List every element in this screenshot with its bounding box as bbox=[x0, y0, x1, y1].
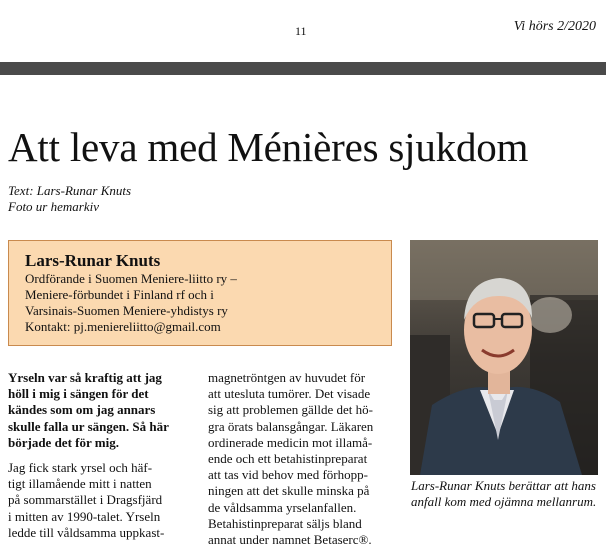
header-bar bbox=[0, 62, 606, 75]
article-column-1 bbox=[8, 370, 192, 541]
text-line: Yrseln var så kraftig att jag bbox=[8, 370, 162, 385]
text-line: i mitten av 1990-talet. Yrseln bbox=[8, 508, 161, 524]
lead-paragraph bbox=[8, 370, 192, 451]
article-title: Att leva med Ménières sjukdom bbox=[8, 124, 529, 170]
text-line: kändes som om jag annars bbox=[8, 402, 156, 418]
infobox-line: Varsinais-Suomen Meniere-yhdistys ry bbox=[25, 303, 228, 318]
text-line: på sommarstället i Dragsfjärd bbox=[8, 492, 163, 508]
text-line: gra örats balansgångar. Läkaren bbox=[208, 418, 374, 434]
text-line: höll i mig i sängen för det bbox=[8, 386, 149, 402]
text-line: magnetröntgen av huvudet för bbox=[208, 370, 366, 385]
author-photo bbox=[410, 240, 598, 475]
article-column-2 bbox=[208, 370, 394, 548]
text-line: Jag fick stark yrsel och häf- bbox=[8, 460, 153, 476]
text-line: Betahistinpreparat säljs bland bbox=[208, 515, 362, 531]
text-line: att utesluta tumörer. Det visade bbox=[208, 386, 371, 402]
text-line: tigt illamående mitt i natten bbox=[8, 476, 152, 492]
text-line: ende och ett betahistinpreparat bbox=[208, 451, 368, 467]
infobox-line: Ordförande i Suomen Meniere-liitto ry – bbox=[25, 271, 237, 286]
author-name: Lars-Runar Knuts bbox=[25, 251, 161, 270]
page-number: 11 bbox=[295, 24, 307, 38]
issue-label: Vi hörs 2/2020 bbox=[513, 19, 596, 34]
text-line: ledde till våldsamma uppkast- bbox=[8, 524, 165, 540]
text-line: skulle falla ur sängen. Så här bbox=[8, 418, 169, 434]
text-line: de våldsamma yrselanfallen. bbox=[208, 499, 357, 515]
credit-text: Text: Lars-Runar Knuts bbox=[8, 183, 132, 198]
body-paragraph bbox=[8, 460, 192, 541]
credits bbox=[8, 183, 131, 215]
text-line: annat under namnet Betaserc®. bbox=[208, 532, 372, 548]
contact-line: Kontakt: pj.meniereliitto@gmail.com bbox=[25, 319, 221, 334]
author-infobox bbox=[8, 240, 392, 346]
text-line: sig att problemen gällde det hö- bbox=[208, 402, 373, 418]
text-line: att tas vid behov med förhopp- bbox=[208, 467, 368, 483]
text-line: ordinerade medicin mot illamå- bbox=[208, 434, 373, 450]
text-line: började det för mig. bbox=[8, 434, 119, 450]
credit-photo: Foto ur hemarkiv bbox=[8, 199, 99, 214]
photo-caption: Lars-Runar Knuts berättar att hans anfall kom med ojämna mellanrum. bbox=[411, 478, 597, 509]
text-line: ningen att det skulle minska på bbox=[208, 483, 370, 499]
infobox-line: Meniere-förbundet i Finland rf och i bbox=[25, 287, 214, 302]
